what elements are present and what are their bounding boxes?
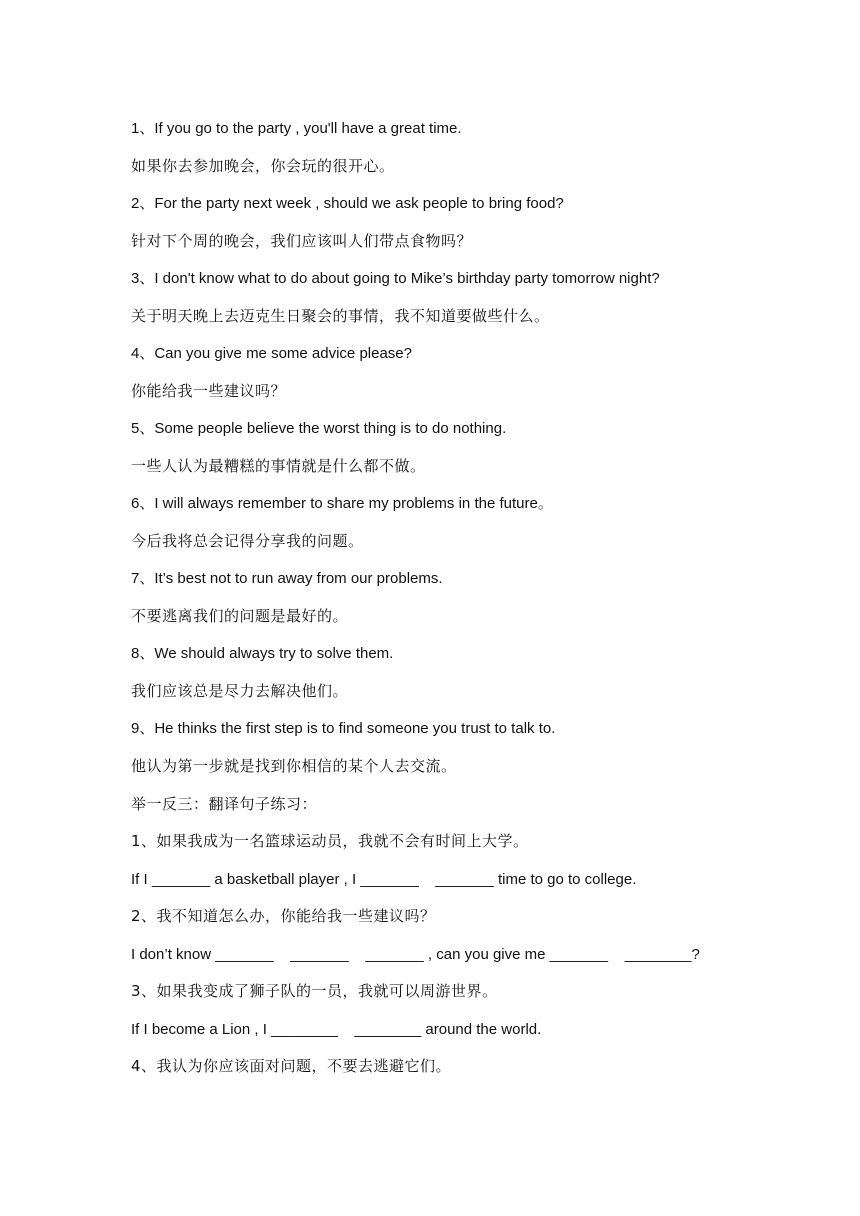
sentence-7-english: 7、It’s best not to run away from our problems. [131, 570, 443, 587]
sentence-2-english: 2、For the party next week , should we ask people to bring food? [131, 195, 564, 212]
exercise-4-prompt: 4、我认为你应该面对问题，不要去逃避它们。 [131, 1057, 452, 1075]
sentence-1-chinese: 如果你去参加晚会，你会玩的很开心。 [131, 157, 395, 175]
sentence-5-english: 5、Some people believe the worst thing is to do nothing. [131, 420, 507, 437]
sentence-8-english: 8、We should always try to solve them. [131, 645, 394, 662]
sentence-6-english: 6、I will always remember to share my problems in the future。 [131, 495, 553, 512]
exercise-heading: 举一反三：翻译句子练习： [131, 795, 318, 813]
sentence-4-english: 4、Can you give me some advice please? [131, 345, 412, 362]
sentence-8-chinese: 我们应该总是尽力去解决他们。 [131, 682, 349, 700]
sentence-2-chinese: 针对下个周的晚会，我们应该叫人们带点食物吗？ [131, 232, 473, 250]
exercise-1-blanks: If I _______ a basketball player , I _______ _______ time to go to college. [131, 871, 637, 888]
sentence-5-chinese: 一些人认为最糟糕的事情就是什么都不做。 [131, 457, 426, 475]
exercise-2-blanks: I don’t know _______ _______ _______ , can you give me _______ ________? [131, 946, 700, 963]
sentence-4-chinese: 你能给我一些建议吗？ [131, 382, 287, 400]
sentence-9-chinese: 他认为第一步就是找到你相信的某个人去交流。 [131, 757, 457, 775]
sentence-3-english: 3、I don't know what to do about going to Mike’s birthday party tomorrow night? [131, 270, 660, 287]
sentence-6-chinese: 今后我将总会记得分享我的问题。 [131, 532, 364, 550]
sentence-7-chinese: 不要逃离我们的问题是最好的。 [131, 607, 349, 625]
sentence-1-english: 1、If you go to the party , you'll have a great time. [131, 120, 462, 137]
sentence-9-english: 9、He thinks the first step is to find someone you trust to talk to. [131, 720, 556, 737]
exercise-3-blanks: If I become a Lion , I ________ ________ around the world. [131, 1021, 542, 1038]
exercise-1-prompt: 1、如果我成为一名篮球运动员，我就不会有时间上大学。 [131, 832, 529, 850]
exercise-2-prompt: 2、我不知道怎么办，你能给我一些建议吗？ [131, 907, 436, 925]
sentence-3-chinese: 关于明天晚上去迈克生日聚会的事情，我不知道要做些什么。 [131, 307, 550, 325]
exercise-3-prompt: 3、如果我变成了狮子队的一员，我就可以周游世界。 [131, 982, 498, 1000]
